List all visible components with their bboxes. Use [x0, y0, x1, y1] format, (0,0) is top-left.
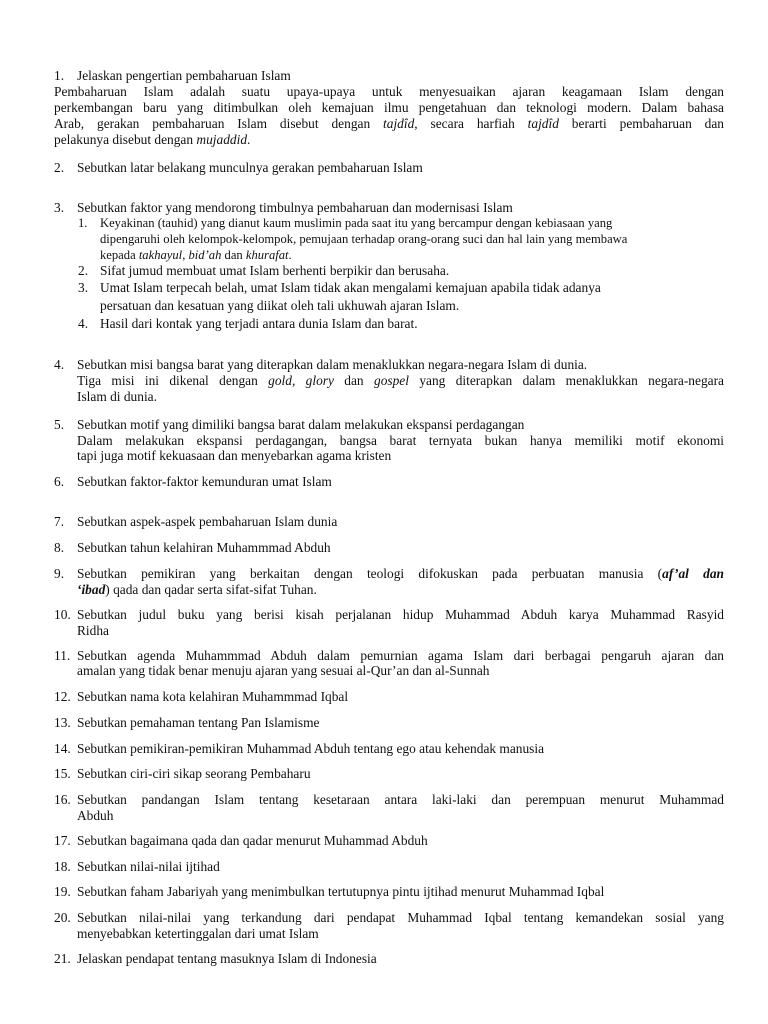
question-text: Sebutkan pemahaman tentang Pan Islamisme — [77, 715, 320, 730]
answer-1-line-2: perkembangan baru yang ditimbulkan oleh kemajuan ilmu pengetahuan dan teknologi modern. Dalam bahasa — [54, 100, 724, 115]
question-text: Sebutkan pemikiran-pemikiran Muhammad Abduh tentang ego atau kehendak manusia — [77, 741, 545, 756]
question-text: Sebutkan ciri-ciri sikap seorang Pembaharu — [77, 766, 311, 781]
question-number: 12. — [54, 689, 71, 704]
question-text: Sebutkan aspek-aspek pembaharuan Islam dunia — [77, 514, 338, 529]
question-text: Sebutkan motif yang dimiliki bangsa barat dalam melakukan ekspansi perdagangan — [77, 417, 525, 432]
question-text: Sebutkan nama kota kelahiran Muhammmad Iqbal — [77, 689, 349, 704]
question-number: 8. — [54, 540, 65, 555]
question-number: 2. — [54, 160, 65, 175]
answer-1-line-4: pelakunya disebut dengan mujaddid. — [54, 132, 251, 147]
question-text: Sebutkan faham Jabariyah yang menimbulkan tertutupnya pintu ijtihad menurut Muhammad Iqbal — [77, 884, 605, 899]
question-text: Sebutkan bagaimana qada dan qadar menurut Muhammad Abduh — [77, 833, 428, 848]
document-page: 1. Jelaskan pengertian pembaharuan Islam Pembaharuan Islam adalah suatu upaya-upaya untuk menyesuaikan ajaran keagamaan Islam dengan perkembangan baru yang ditimbulkan oleh kemajuan ilmu pengetahuan dan teknologi modern. Dalam bahasa Arab, gerakan pembaharuan Islam disebut dengan tajdîd, secara harfiah tajdîd berarti pembaharuan dan pelakunya disebut dengan mujaddid. 2. Sebutkan latar belakang munculnya gerakan pembaharuan Islam 3. Sebutkan faktor yang mendorong timbulnya pembaharuan dan modernisasi Islam 1. Keyakinan (tauhid) yang dianut kaum muslimin pada saat itu yang bercampur dengan kebiasaan yang dipengaruhi oleh kelompok-kelompok, pemujaan terhadap orang-orang suci dan hal lain yang membawa kepada takhayul, bid’ah dan khurafat. 2. Sifat jumud membuat umat Islam berhenti berpikir dan berusaha. 3. Umat Islam terpecah belah, umat Islam tidak akan mengalami kemajuan apabila tidak adanya persatuan dan kesatuan yang diikat oleh tali ukhuwah ajaran Islam. 4. Hasil dari kontak yang terjadi antara dunia Islam dan barat. 4. Sebutkan misi bangsa barat yang diterapkan dalam menaklukkan negara-negara Islam di dunia. Tiga misi ini dikenal dengan gold, glory dan gospel yang diterapkan dalam menaklukkan negara-negara Islam di dunia. 5. Sebutkan motif yang dimiliki bangsa barat dalam melakukan ekspansi perdagangan Dalam melakukan ekspansi perdagangan, bangsa barat ternyata bukan hanya memiliki motif ekonomi tapi juga motif kekuasaan dan menyebarkan agama kristen 6. Sebutkan faktor-faktor kemunduran umat Islam 7. Sebutkan aspek-aspek pembaharuan Islam dunia 8. Sebutkan tahun kelahiran Muhammmad Abduh 9. Sebutkan pemikiran yang berkaitan dengan teologi difokuskan pada perbuatan manusia (af’al dan ‘ibad) qada dan qadar serta sifat-sifat Tuhan. 10. Sebutkan judul buku yang berisi kisah perjalanan hidup Muhammad Abduh karya Muhammad Rasyid Ridha 11. Sebutkan agenda Muhammmad Abduh dalam pemurnian agama Islam dari berbagai pengaruh ajaran dan amalan yang tidak benar menuju ajaran yang sesuai al-Qur’an dan al-Sunnah 12. Sebutkan nama kota kelahiran Muhammmad Iqbal 13. Sebutkan pemahaman tentang Pan Islamisme 14. Sebutkan pemikiran-pemikiran Muhammad Abduh tentang ego atau kehendak manusia 15. Sebutkan ciri-ciri sikap seorang Pembaharu 16. Sebutkan pandangan Islam tentang kesetaraan antara laki-laki dan perempuan menurut Muhammad Abduh 17. Sebutkan bagaimana qada dan qadar menurut Muhammad Abduh 18. Sebutkan nilai-nilai ijtihad 19. Sebutkan faham Jabariyah yang menimbulkan tertutupnya pintu ijtihad menurut Muhammad Iqbal 20. Sebutkan nilai-nilai yang terkandung dari pendapat Muhammad Iqbal tentang kemandekan sosial yang menyebabkan ketertinggalan dari umat Islam 21. Jelaskan pendapat tentang masuknya Islam di Indonesia — [54, 68, 724, 966]
question-text: Sebutkan tahun kelahiran Muhammmad Abduh — [77, 540, 331, 555]
question-number: 10. — [54, 607, 71, 622]
question-number: 3. — [54, 200, 65, 215]
question-number: 18. — [54, 859, 71, 874]
question-number: 17. — [54, 833, 71, 848]
question-text: Jelaskan pengertian pembaharuan Islam — [77, 68, 291, 83]
question-number: 16. — [54, 792, 71, 807]
question-number: 7. — [54, 514, 65, 529]
question-number: 11. — [54, 648, 71, 663]
question-text: Sebutkan agenda Muhammmad Abduh dalam pemurnian agama Islam dari berbagai pengaruh ajaran dan — [77, 648, 724, 663]
question-number: 6. — [54, 474, 65, 489]
question-text: Sebutkan judul buku yang berisi kisah perjalanan hidup Muhammad Abduh karya Muhammad Rasyid — [77, 607, 724, 622]
question-text: Sebutkan pemikiran yang berkaitan dengan teologi difokuskan pada perbuatan manusia (af’al dan — [77, 566, 724, 581]
question-number: 4. — [54, 357, 65, 372]
question-text: Sebutkan misi bangsa barat yang diterapkan dalam menaklukkan negara-negara Islam di dunia. — [77, 357, 588, 372]
question-number: 5. — [54, 417, 65, 432]
question-text: Sebutkan latar belakang munculnya gerakan pembaharuan Islam — [77, 160, 423, 175]
question-text: Sebutkan faktor yang mendorong timbulnya pembaharuan dan modernisasi Islam — [77, 200, 513, 215]
question-number: 1. — [54, 68, 65, 83]
question-number: 19. — [54, 884, 71, 899]
question-number: 20. — [54, 910, 71, 925]
question-number: 14. — [54, 741, 71, 756]
question-number: 13. — [54, 715, 71, 730]
question-text: Sebutkan nilai-nilai ijtihad — [77, 859, 220, 874]
question-text: Jelaskan pendapat tentang masuknya Islam di Indonesia — [77, 951, 377, 966]
question-text: Sebutkan pandangan Islam tentang kesetaraan antara laki-laki dan perempuan menurut Muhammad — [77, 792, 724, 807]
answer-1-line-1: Pembaharuan Islam adalah suatu upaya-upaya untuk menyesuaikan ajaran keagamaan Islam dengan — [54, 84, 724, 99]
question-number: 9. — [54, 566, 65, 581]
answer-1-line-3: Arab, gerakan pembaharuan Islam disebut dengan tajdîd, secara harfiah tajdîd berarti pembaharuan dan — [54, 116, 724, 131]
question-number: 15. — [54, 766, 71, 781]
question-number: 21. — [54, 951, 71, 966]
question-text: Sebutkan faktor-faktor kemunduran umat Islam — [77, 474, 332, 489]
question-text: Sebutkan nilai-nilai yang terkandung dari pendapat Muhammad Iqbal tentang kemandekan sosial yang — [77, 910, 724, 925]
